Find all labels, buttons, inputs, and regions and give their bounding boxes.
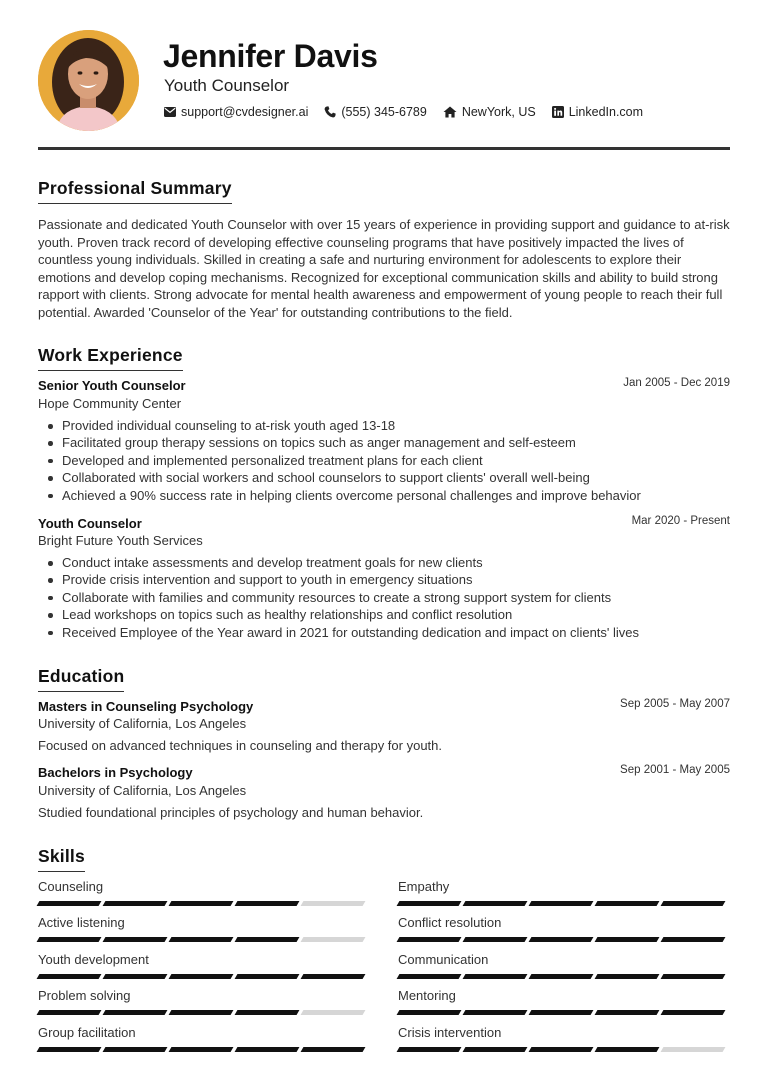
skill-segment-empty — [661, 1047, 726, 1052]
skill-item — [398, 879, 728, 906]
skill-segment-filled — [37, 974, 102, 979]
experience-heading: Work Experience — [38, 345, 183, 371]
skill-segment-filled — [37, 1010, 102, 1015]
skill-segment-filled — [595, 901, 660, 906]
resume-header — [38, 28, 730, 132]
skill-level-bar — [398, 974, 728, 979]
skill-segment-filled — [595, 974, 660, 979]
degree-title: Masters in Counseling Psychology — [38, 699, 254, 714]
skill-segment-filled — [463, 937, 528, 942]
job-bullet: Received Employee of the Year award in 2021 for outstanding dedication and impact on clients' lives — [46, 624, 726, 641]
skill-level-bar — [38, 937, 368, 942]
school-name: University of California, Los Angeles — [38, 716, 247, 731]
skill-segment-filled — [595, 1047, 660, 1052]
contact-email[interactable] — [164, 105, 308, 119]
skill-segment-filled — [661, 937, 726, 942]
skill-segment-filled — [103, 901, 168, 906]
candidate-name: Jennifer Davis — [163, 38, 378, 74]
candidate-title: Youth Counselor — [164, 76, 290, 95]
skill-item — [38, 952, 368, 979]
education-dates: Sep 2001 - May 2005 — [620, 764, 730, 776]
education-description: Studied foundational principles of psychology and human behavior. — [38, 805, 424, 820]
skill-segment-filled — [595, 937, 660, 942]
skill-segment-filled — [463, 901, 528, 906]
header-divider — [38, 147, 730, 150]
skill-item — [398, 988, 728, 1015]
job-dates: Mar 2020 - Present — [631, 515, 730, 527]
skill-segment-filled — [103, 974, 168, 979]
contact-phone[interactable] — [324, 105, 426, 119]
skill-segment-filled — [169, 1010, 234, 1015]
job-title: Senior Youth Counselor — [38, 378, 186, 393]
job-bullet: Provided individual counseling to at-risk youth aged 13-18 — [46, 417, 726, 434]
skill-segment-filled — [103, 1047, 168, 1052]
skill-segment-filled — [661, 901, 726, 906]
skill-segment-filled — [169, 1047, 234, 1052]
contact-bar — [164, 105, 659, 119]
skill-name: Active listening — [38, 915, 125, 930]
education-heading: Education — [38, 666, 124, 692]
skill-segment-filled — [661, 1010, 726, 1015]
skill-segment-filled — [169, 974, 234, 979]
summary-text: Passionate and dedicated Youth Counselor with over 15 years of experience in providing support and guidance to at-risk youth. Proven track record of developing effective counseling programs that have positively impacted the lives of countless young individuals. Skilled in creating a safe and nurturing environment for adolescents to explore their emotions and develop coping mechanisms. Recognized for exceptional communication skills and ability to build strong rapport with clients. Strong advocate for mental health awareness and empowerment of young people to reach their full potential. Awarded 'Counselor of the Year' for outstanding contributions to the field. — [38, 217, 730, 320]
skills-heading: Skills — [38, 846, 85, 872]
skill-name: Mentoring — [398, 988, 456, 1003]
skill-segment-empty — [301, 937, 366, 942]
skill-name: Group facilitation — [38, 1025, 136, 1040]
skill-segment-filled — [37, 937, 102, 942]
linkedin-text: LinkedIn.com — [568, 105, 644, 119]
home-icon — [443, 106, 457, 118]
skill-segment-filled — [397, 1010, 462, 1015]
skill-item — [38, 879, 368, 906]
skill-segment-filled — [169, 937, 234, 942]
job-bullet: Facilitated group therapy sessions on topics such as anger management and self-esteem — [46, 434, 726, 451]
phone-text: (555) 345-6789 — [341, 105, 427, 119]
skill-name: Youth development — [38, 952, 149, 967]
school-name: University of California, Los Angeles — [38, 783, 247, 798]
skill-segment-filled — [235, 974, 300, 979]
job-organization: Bright Future Youth Services — [38, 533, 203, 548]
skill-name: Problem solving — [38, 988, 131, 1003]
skill-level-bar — [398, 1047, 728, 1052]
skill-level-bar — [38, 1047, 368, 1052]
skill-name: Communication — [398, 952, 489, 967]
job-bullet: Lead workshops on topics such as healthy relationships and conflict resolution — [46, 606, 726, 623]
skill-item — [398, 915, 728, 942]
job-bullets — [46, 554, 726, 641]
skill-item — [398, 1025, 728, 1052]
skill-item — [398, 952, 728, 979]
skill-segment-filled — [529, 1010, 594, 1015]
skill-segment-filled — [235, 937, 300, 942]
education-dates: Sep 2005 - May 2007 — [620, 698, 730, 710]
job-bullet: Collaborated with social workers and school counselors to support clients' overall well-being — [46, 469, 726, 486]
skill-segment-filled — [103, 937, 168, 942]
skill-segment-filled — [37, 1047, 102, 1052]
skill-level-bar — [398, 901, 728, 906]
location-text: NewYork, US — [461, 105, 536, 119]
phone-icon — [324, 106, 336, 118]
skill-segment-filled — [463, 1010, 528, 1015]
skill-segment-filled — [37, 901, 102, 906]
skill-segment-filled — [235, 1047, 300, 1052]
skill-item — [38, 988, 368, 1015]
email-text: support@cvdesigner.ai — [181, 105, 309, 119]
envelope-icon — [164, 107, 176, 117]
linkedin-icon — [552, 106, 564, 118]
summary-heading: Professional Summary — [38, 178, 232, 204]
job-bullet: Developed and implemented personalized treatment plans for each client — [46, 452, 726, 469]
skill-segment-filled — [529, 901, 594, 906]
contact-linkedin[interactable] — [552, 105, 643, 119]
skill-segment-filled — [397, 1047, 462, 1052]
skill-level-bar — [38, 1010, 368, 1015]
skill-segment-empty — [301, 901, 366, 906]
skill-name: Crisis intervention — [398, 1025, 502, 1040]
skill-segment-filled — [397, 937, 462, 942]
skill-name: Empathy — [398, 879, 450, 894]
skill-segment-filled — [301, 1047, 366, 1052]
job-bullet: Conduct intake assessments and develop treatment goals for new clients — [46, 554, 726, 571]
job-bullet: Collaborate with families and community resources to create a strong support system for clients — [46, 589, 726, 606]
job-bullets — [46, 417, 726, 504]
contact-location — [443, 105, 536, 119]
skill-segment-filled — [661, 974, 726, 979]
skill-segment-filled — [529, 937, 594, 942]
job-bullet: Achieved a 90% success rate in helping clients overcome personal challenges and improve behavior — [46, 487, 726, 504]
skill-level-bar — [398, 1010, 728, 1015]
skill-segment-filled — [235, 1010, 300, 1015]
degree-title: Bachelors in Psychology — [38, 765, 193, 780]
skill-name: Counseling — [38, 879, 104, 894]
skill-item — [38, 1025, 368, 1052]
job-dates: Jan 2005 - Dec 2019 — [623, 377, 730, 389]
portrait-photo — [38, 30, 139, 131]
skill-segment-empty — [301, 1010, 366, 1015]
skill-segment-filled — [463, 1047, 528, 1052]
job-title: Youth Counselor — [38, 516, 142, 531]
skill-segment-filled — [397, 901, 462, 906]
skill-segment-filled — [103, 1010, 168, 1015]
skill-segment-filled — [529, 974, 594, 979]
skill-segment-filled — [529, 1047, 594, 1052]
skill-segment-filled — [463, 974, 528, 979]
skill-name: Conflict resolution — [398, 915, 502, 930]
job-bullet: Provide crisis intervention and support to youth in emergency situations — [46, 571, 726, 588]
skill-segment-filled — [301, 974, 366, 979]
skill-segment-filled — [169, 901, 234, 906]
skill-segment-filled — [595, 1010, 660, 1015]
skill-item — [38, 915, 368, 942]
skill-level-bar — [38, 974, 368, 979]
skill-segment-filled — [235, 901, 300, 906]
skill-level-bar — [398, 937, 728, 942]
skill-level-bar — [38, 901, 368, 906]
education-description: Focused on advanced techniques in counseling and therapy for youth. — [38, 738, 442, 753]
avatar — [38, 30, 139, 131]
job-organization: Hope Community Center — [38, 396, 182, 411]
skill-segment-filled — [397, 974, 462, 979]
